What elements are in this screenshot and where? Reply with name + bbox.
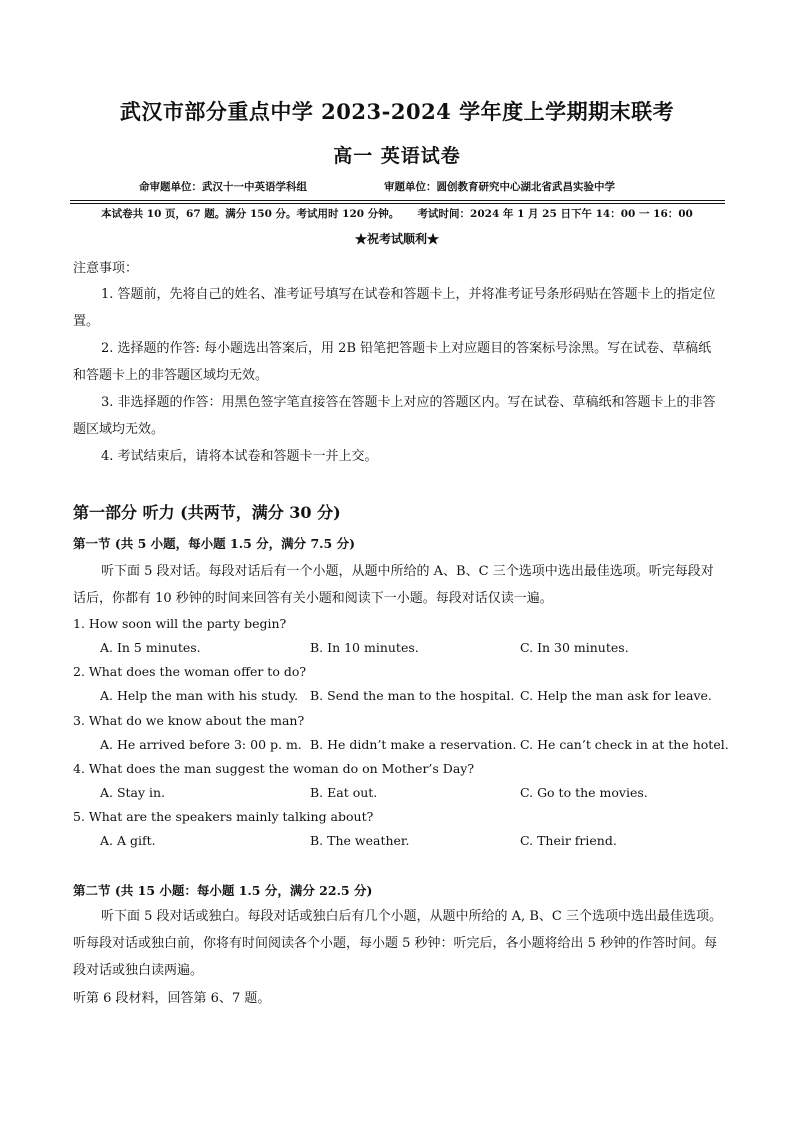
section2-instructions: 听下面 5 段对话或独白。每段对话或独白后有几个小题，从题中所给的 A, B、C 三个选项中选出最佳选项。听每段对话或独白前，你将有时间阅读各个小题，每小题 5 秒钟：听完后，各小题将给出 5 秒钟的作答时间。每段对话或独白读两遍。: [73, 909, 722, 978]
exam-info: 本试卷共 10 页，67 题。满分 150 分。考试用时 120 分钟。 考试时间：2024 年 1 月 25 日下午 14：00 一 16：00: [101, 208, 693, 220]
q5-option-b: B. The weather.: [310, 833, 410, 848]
header-divider: [70, 200, 725, 201]
question-3: 3. What do we know about the man?: [73, 713, 305, 728]
author-unit: 命审题单位：武汉十一中英语学科组: [139, 181, 307, 193]
q1-option-b: B. In 10 minutes.: [310, 640, 419, 655]
notes-heading: 注意事项：: [73, 261, 139, 276]
part1-title: 第一部分 听力 (共两节，满分 30 分): [73, 503, 341, 522]
question-4: 4. What does the man suggest the woman do on Mother’s Day?: [73, 761, 475, 776]
q3-option-b: B. He didn’t make a reservation.: [310, 737, 517, 752]
q4-option-a: A. Stay in.: [100, 785, 166, 800]
header-divider-thin: [70, 203, 725, 204]
q2-option-b: B. Send the man to the hospital.: [310, 688, 515, 703]
q1-option-a: A. In 5 minutes.: [100, 640, 201, 655]
note-item-1: 1. 答题前，先将自己的姓名、准考证号填写在试卷和答题卡上，并将准考证号条形码贴在答题卡上的指定位置。: [73, 287, 716, 329]
section1-title: 第一节 (共 5 小题，每小题 1.5 分，满分 7.5 分): [73, 536, 355, 551]
q2-option-c: C. Help the man ask for leave.: [520, 688, 712, 703]
q4-option-c: C. Go to the movies.: [520, 785, 648, 800]
q2-option-a: A. Help the man with his study.: [100, 688, 299, 703]
section2-title: 第二节 (共 15 小题：每小题 1.5 分，满分 22.5 分): [73, 883, 373, 898]
section2-note: 听第 6 段材料，回答第 6、7 题。: [73, 991, 271, 1006]
note-item-4: 4. 考试结束后，请将本试卷和答题卡一并上交。: [101, 449, 378, 464]
q4-option-b: B. Eat out.: [310, 785, 378, 800]
q5-option-c: C. Their friend.: [520, 833, 617, 848]
question-1: 1. How soon will the party begin?: [73, 616, 287, 631]
review-unit: 审题单位：圆创教育研究中心湖北省武昌实验中学: [384, 181, 615, 193]
good-luck-line: ★祝考试顺利★: [354, 232, 439, 246]
q5-option-a: A. A gift.: [100, 833, 156, 848]
question-5: 5. What are the speakers mainly talking about?: [73, 809, 374, 824]
exam-subtitle: 高一 英语试卷: [333, 145, 461, 167]
note-item-2: 2. 选择题的作答: 每小题选出答案后，用 2B 铅笔把答题卡上对应题目的答案标号涂黑。写在试卷、草稿纸和答题卡上的非答题区域均无效。: [73, 341, 712, 383]
question-2: 2. What does the woman offer to do?: [73, 664, 307, 679]
section1-instructions: 听下面 5 段对话。每段对话后有一个小题，从题中所给的 A、B、C 三个选项中选出最佳选项。听完每段对话后，你都有 10 秒钟的时间来回答有关小题和阅读下一小题。每段对话仅读一遍。: [73, 564, 714, 606]
q1-option-c: C. In 30 minutes.: [520, 640, 629, 655]
q3-option-a: A. He arrived before 3: 00 p. m.: [100, 737, 302, 752]
note-item-3: 3. 非选择题的作答：用黑色签字笔直接答在答题卡上对应的答题区内。写在试卷、草稿纸和答题卡上的非答题区域均无效。: [73, 395, 716, 437]
exam-title: 武汉市部分重点中学 2023-2024 学年度上学期期末联考: [119, 99, 675, 124]
q3-option-c: C. He can’t check in at the hotel.: [520, 737, 729, 752]
